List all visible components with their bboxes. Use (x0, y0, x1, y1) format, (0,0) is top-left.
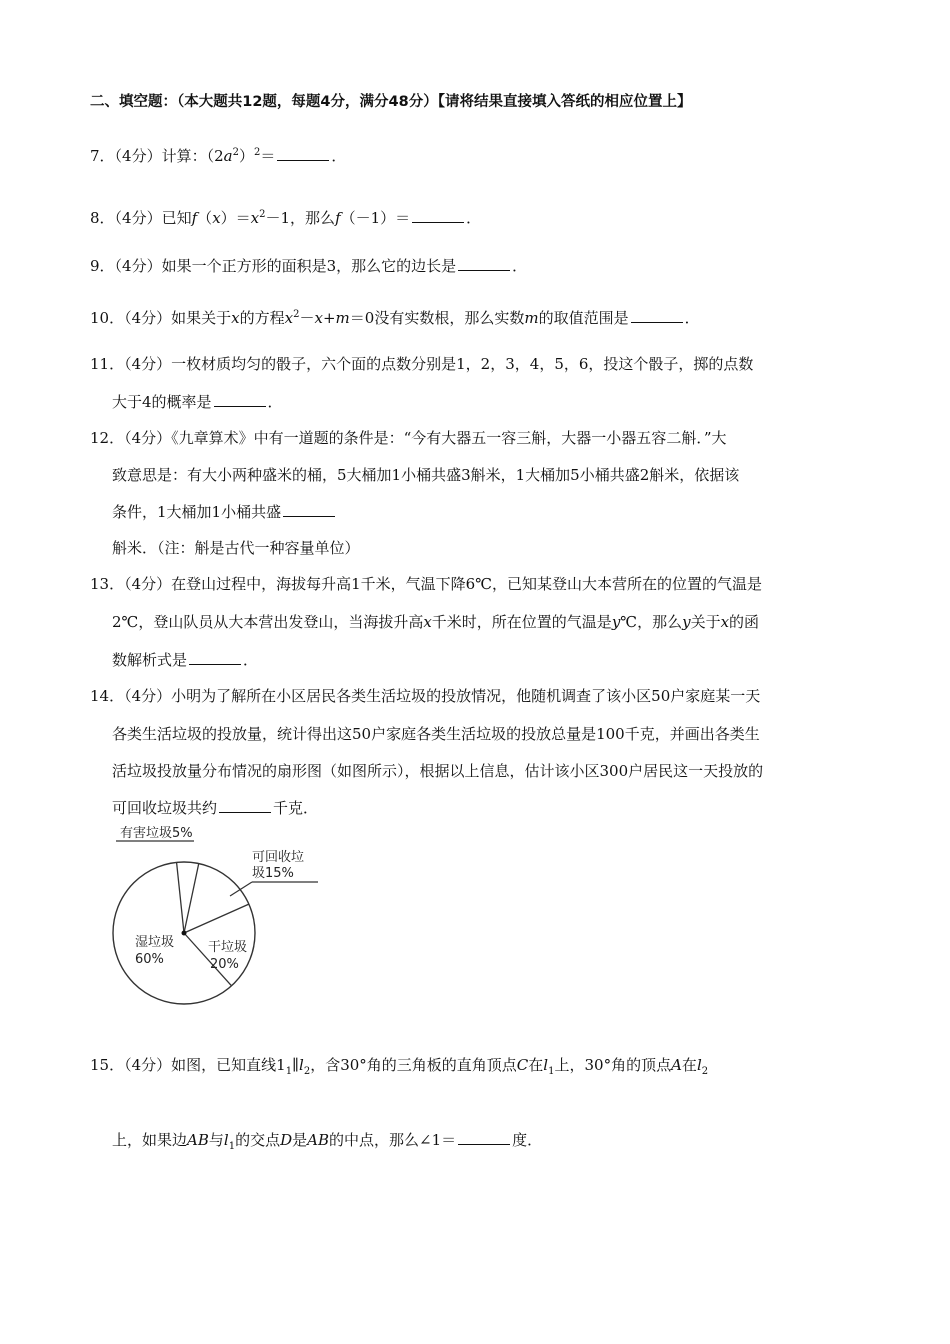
question-7: 7．（4分）计算：$(2a^2)^2=$ ． (90, 147, 347, 165)
answer-blank[interactable] (412, 208, 464, 223)
question-15-line1: 15．（4分）如图，已知直线$1_1\parallel l_2$，含30°角的三角板的直角顶点C在$l_1$上，30°角的顶点A在$l_2$ (90, 1056, 709, 1077)
label-wet-l1: 湿垃圾 (135, 935, 175, 950)
question-12-line4: 斛米．（注：斛是古代一种容量单位） (112, 539, 360, 557)
question-13-line2: 2℃，登山队员从大本营出发登山，当海拔升高x千米时，所在位置的气温是y℃，那么y关于x的函 (112, 613, 760, 631)
answer-blank[interactable] (189, 650, 241, 665)
question-11-line2: 大于4的概率是 ． (112, 393, 283, 411)
answer-blank[interactable] (214, 392, 266, 407)
question-14-line2: 各类生活垃圾的投放量，统计得出这50户家庭各类生活垃圾的投放总量是100千克，并画出各类生 (112, 725, 760, 743)
answer-blank[interactable] (277, 146, 329, 161)
pie-chart (108, 826, 328, 1011)
question-14-line3: 活垃圾投放量分布情况的扇形图（如图所示），根据以上信息，估计该小区300户居民这一天投放的 (112, 762, 764, 780)
label-dry-l2: 20% (210, 957, 239, 972)
answer-blank[interactable] (219, 798, 271, 813)
question-13-line1: 13．（4分）在登山过程中，海拔每升高1千米，气温下降6℃，已知某登山大本营所在的位置的气温是 (90, 575, 763, 593)
pie-center-dot (182, 931, 187, 936)
section-title: 二、填空题：（本大题共12题，每题4分，满分48分）【请将结果直接填入答纸的相应位置上】 (90, 94, 692, 110)
question-12-line2: 致意思是：有大小两种盛米的桶，5大桶加1小桶共盛3斛米，1大桶加5小桶共盛2斛米，依据该 (112, 466, 740, 484)
answer-blank[interactable] (631, 308, 683, 323)
question-10: 10．（4分）如果关于x的方程$x^2-x+m=0$没有实数根，那么实数m的取值范围是 ． (90, 309, 700, 327)
answer-blank[interactable] (283, 502, 335, 517)
answer-blank[interactable] (458, 1130, 510, 1145)
question-11-line1: 11．（4分）一枚材质均匀的骰子，六个面的点数分别是1，2，3，4，5，6，投这个骰子，掷的点数 (90, 355, 754, 373)
label-wet-l2: 60% (135, 952, 164, 967)
question-14-line4: 可回收垃圾共约 千克． (112, 799, 319, 817)
question-12-line3: 条件，1大桶加1小桶共盛 (112, 502, 337, 522)
question-12-line1: 12．（4分）《九章算术》中有一道题的条件是：“今有大器五一容三斛，大器一小器五容二斛．”大 (90, 429, 727, 447)
question-9: 9．（4分）如果一个正方形的面积是3，那么它的边长是 ． (90, 257, 528, 275)
question-15-line2: 上，如果边AB与$l_1$的交点D是AB的中点，那么∠1＝ 度． (112, 1131, 543, 1152)
question-14-line1: 14．（4分）小明为了解所在小区居民各类生活垃圾的投放情况，他随机调查了该小区50户家庭某一天 (90, 687, 761, 705)
answer-blank[interactable] (458, 256, 510, 271)
label-recyclable-l1: 可回收垃 (252, 850, 305, 865)
question-13-line3: 数解析式是 ． (112, 651, 259, 669)
label-hazardous: 有害垃圾5% (120, 826, 193, 841)
question-8: 8．（4分）已知$f(x)=x^2-1$，那么f（－1）＝ ． (90, 209, 482, 227)
label-recyclable-l2: 圾15% (252, 866, 294, 881)
label-dry-l1: 干垃圾 (208, 940, 248, 955)
